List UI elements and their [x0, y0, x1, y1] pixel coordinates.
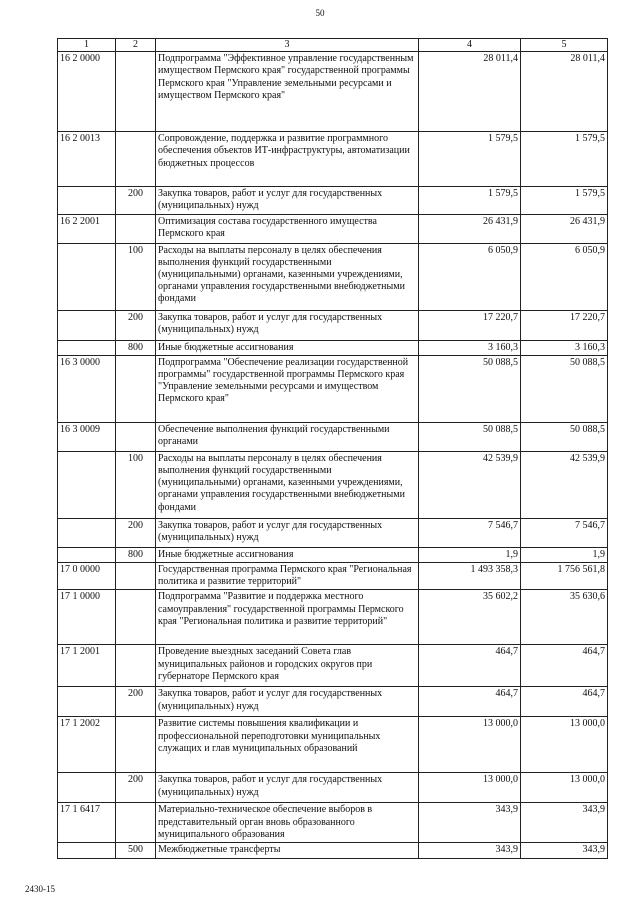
row-code — [58, 340, 116, 355]
row-name: Подпрограмма "Развитие и поддержка местного самоуправления" государственной программы Пермского края "Региональная политика и развитие территорий" — [156, 590, 419, 645]
row-name: Закупка товаров, работ и услуг для государственных (муниципальных) нужд — [156, 518, 419, 547]
row-code: 17 0 0000 — [58, 562, 116, 589]
row-amount-col4: 3 160,3 — [419, 340, 521, 355]
row-amount-col5: 1 579,5 — [521, 132, 608, 187]
row-amount-col5: 17 220,7 — [521, 310, 608, 340]
row-amount-col5: 1,9 — [521, 547, 608, 562]
header-col-3: 3 — [156, 39, 419, 52]
row-code: 17 1 0000 — [58, 590, 116, 645]
row-code — [58, 310, 116, 340]
document-id: 2430-15 — [25, 884, 55, 894]
row-amount-col4: 1 493 358,3 — [419, 562, 521, 589]
row-name: Закупка товаров, работ и услуг для государственных (муниципальных) нужд — [156, 187, 419, 214]
table-row — [58, 422, 608, 451]
table-row — [58, 243, 608, 310]
row-name: Расходы на выплаты персоналу в целях обеспечения выполнения функций государственными (муниципальными) органами, казенными учреждениями, органами управления государственными внебюджетными фондами — [156, 451, 419, 518]
row-amount-col4: 1 579,5 — [419, 132, 521, 187]
row-amount-col5: 50 088,5 — [521, 422, 608, 451]
page-number: 50 — [315, 8, 325, 18]
table-row — [58, 340, 608, 355]
row-expense-type — [116, 355, 156, 422]
row-expense-type — [116, 422, 156, 451]
row-expense-type — [116, 132, 156, 187]
table-row — [58, 52, 608, 132]
table-row — [58, 547, 608, 562]
row-expense-type: 200 — [116, 310, 156, 340]
row-name: Закупка товаров, работ и услуг для государственных (муниципальных) нужд — [156, 310, 419, 340]
row-code: 17 1 2001 — [58, 645, 116, 687]
row-name: Расходы на выплаты персоналу в целях обеспечения выполнения функций государственными (муниципальными) органами, казенными учреждениями, органами управления государственными внебюджетными фондами — [156, 243, 419, 310]
table-row — [58, 803, 608, 843]
row-expense-type: 500 — [116, 843, 156, 858]
row-amount-col4: 7 546,7 — [419, 518, 521, 547]
table-row — [58, 562, 608, 589]
row-amount-col5: 464,7 — [521, 687, 608, 717]
row-code — [58, 451, 116, 518]
row-code — [58, 687, 116, 717]
row-amount-col5: 13 000,0 — [521, 773, 608, 803]
row-amount-col5: 343,9 — [521, 803, 608, 843]
row-amount-col4: 42 539,9 — [419, 451, 521, 518]
row-amount-col4: 35 602,2 — [419, 590, 521, 645]
row-expense-type: 100 — [116, 243, 156, 310]
table-row — [58, 214, 608, 243]
row-amount-col4: 464,7 — [419, 645, 521, 687]
row-amount-col4: 13 000,0 — [419, 717, 521, 773]
row-expense-type — [116, 52, 156, 132]
row-code: 16 2 2001 — [58, 214, 116, 243]
row-code: 17 1 6417 — [58, 803, 116, 843]
row-amount-col5: 464,7 — [521, 645, 608, 687]
row-name: Межбюджетные трансферты — [156, 843, 419, 858]
row-amount-col4: 1,9 — [419, 547, 521, 562]
row-expense-type — [116, 645, 156, 687]
row-name: Проведение выездных заседаний Совета глав муниципальных районов и городских округов при губернаторе Пермского края — [156, 645, 419, 687]
row-expense-type: 200 — [116, 773, 156, 803]
row-amount-col4: 464,7 — [419, 687, 521, 717]
row-expense-type — [116, 214, 156, 243]
table-row — [58, 355, 608, 422]
row-expense-type — [116, 562, 156, 589]
row-name: Сопровождение, поддержка и развитие программного обеспечения объектов ИТ-инфраструктуры, автоматизации бюджетных процессов — [156, 132, 419, 187]
row-amount-col5: 3 160,3 — [521, 340, 608, 355]
table-row — [58, 687, 608, 717]
table-row — [58, 773, 608, 803]
row-amount-col4: 343,9 — [419, 803, 521, 843]
row-name: Оптимизация состава государственного имущества Пермского края — [156, 214, 419, 243]
row-amount-col5: 1 756 561,8 — [521, 562, 608, 589]
row-name: Иные бюджетные ассигнования — [156, 340, 419, 355]
header-row — [58, 39, 608, 52]
table-row — [58, 451, 608, 518]
table-row — [58, 590, 608, 645]
row-code — [58, 843, 116, 858]
budget-table — [57, 38, 608, 859]
row-expense-type: 200 — [116, 687, 156, 717]
row-name: Иные бюджетные ассигнования — [156, 547, 419, 562]
row-code — [58, 243, 116, 310]
row-code — [58, 773, 116, 803]
row-amount-col4: 343,9 — [419, 843, 521, 858]
table-row — [58, 717, 608, 773]
row-expense-type — [116, 803, 156, 843]
row-code: 16 2 0000 — [58, 52, 116, 132]
row-code: 16 3 0000 — [58, 355, 116, 422]
row-amount-col4: 13 000,0 — [419, 773, 521, 803]
row-amount-col5: 42 539,9 — [521, 451, 608, 518]
row-amount-col5: 28 011,4 — [521, 52, 608, 132]
header-col-1: 1 — [58, 39, 116, 52]
row-amount-col5: 26 431,9 — [521, 214, 608, 243]
row-amount-col5: 1 579,5 — [521, 187, 608, 214]
header-col-4: 4 — [419, 39, 521, 52]
row-code — [58, 518, 116, 547]
row-name: Развитие системы повышения квалификации и профессиональной переподготовки муниципальных служащих и глав муниципальных образований — [156, 717, 419, 773]
row-name: Закупка товаров, работ и услуг для государственных (муниципальных) нужд — [156, 773, 419, 803]
row-code: 17 1 2002 — [58, 717, 116, 773]
row-amount-col5: 13 000,0 — [521, 717, 608, 773]
row-amount-col4: 26 431,9 — [419, 214, 521, 243]
row-name: Подпрограмма "Эффективное управление государственным имуществом Пермского края" государственной программы Пермского края "Управление земельными ресурсами и имуществом Пермского края" — [156, 52, 419, 132]
row-code: 16 2 0013 — [58, 132, 116, 187]
row-amount-col5: 50 088,5 — [521, 355, 608, 422]
row-expense-type: 800 — [116, 547, 156, 562]
row-amount-col4: 28 011,4 — [419, 52, 521, 132]
row-expense-type: 800 — [116, 340, 156, 355]
row-amount-col4: 1 579,5 — [419, 187, 521, 214]
table-row — [58, 518, 608, 547]
row-name: Закупка товаров, работ и услуг для государственных (муниципальных) нужд — [156, 687, 419, 717]
row-code — [58, 187, 116, 214]
row-amount-col4: 50 088,5 — [419, 422, 521, 451]
table-row — [58, 187, 608, 214]
table-row — [58, 843, 608, 858]
table-row — [58, 132, 608, 187]
row-code: 16 3 0009 — [58, 422, 116, 451]
row-amount-col5: 6 050,9 — [521, 243, 608, 310]
row-code — [58, 547, 116, 562]
row-name: Материально-техническое обеспечение выборов в представительный орган вновь образованного муниципального образования — [156, 803, 419, 843]
row-expense-type — [116, 590, 156, 645]
row-expense-type: 200 — [116, 518, 156, 547]
table-row — [58, 645, 608, 687]
header-col-2: 2 — [116, 39, 156, 52]
row-amount-col5: 7 546,7 — [521, 518, 608, 547]
row-name: Обеспечение выполнения функций государственными органами — [156, 422, 419, 451]
row-amount-col4: 50 088,5 — [419, 355, 521, 422]
row-amount-col4: 17 220,7 — [419, 310, 521, 340]
row-name: Подпрограмма "Обеспечение реализации государственной программы" государственной программы Пермского края "Управление земельными ресурсами и имуществом Пермского края" — [156, 355, 419, 422]
row-expense-type: 100 — [116, 451, 156, 518]
header-col-5: 5 — [521, 39, 608, 52]
table-row — [58, 310, 608, 340]
row-amount-col4: 6 050,9 — [419, 243, 521, 310]
row-expense-type — [116, 717, 156, 773]
row-name: Государственная программа Пермского края "Региональная политика и развитие территорий" — [156, 562, 419, 589]
row-amount-col5: 35 630,6 — [521, 590, 608, 645]
row-expense-type: 200 — [116, 187, 156, 214]
row-amount-col5: 343,9 — [521, 843, 608, 858]
